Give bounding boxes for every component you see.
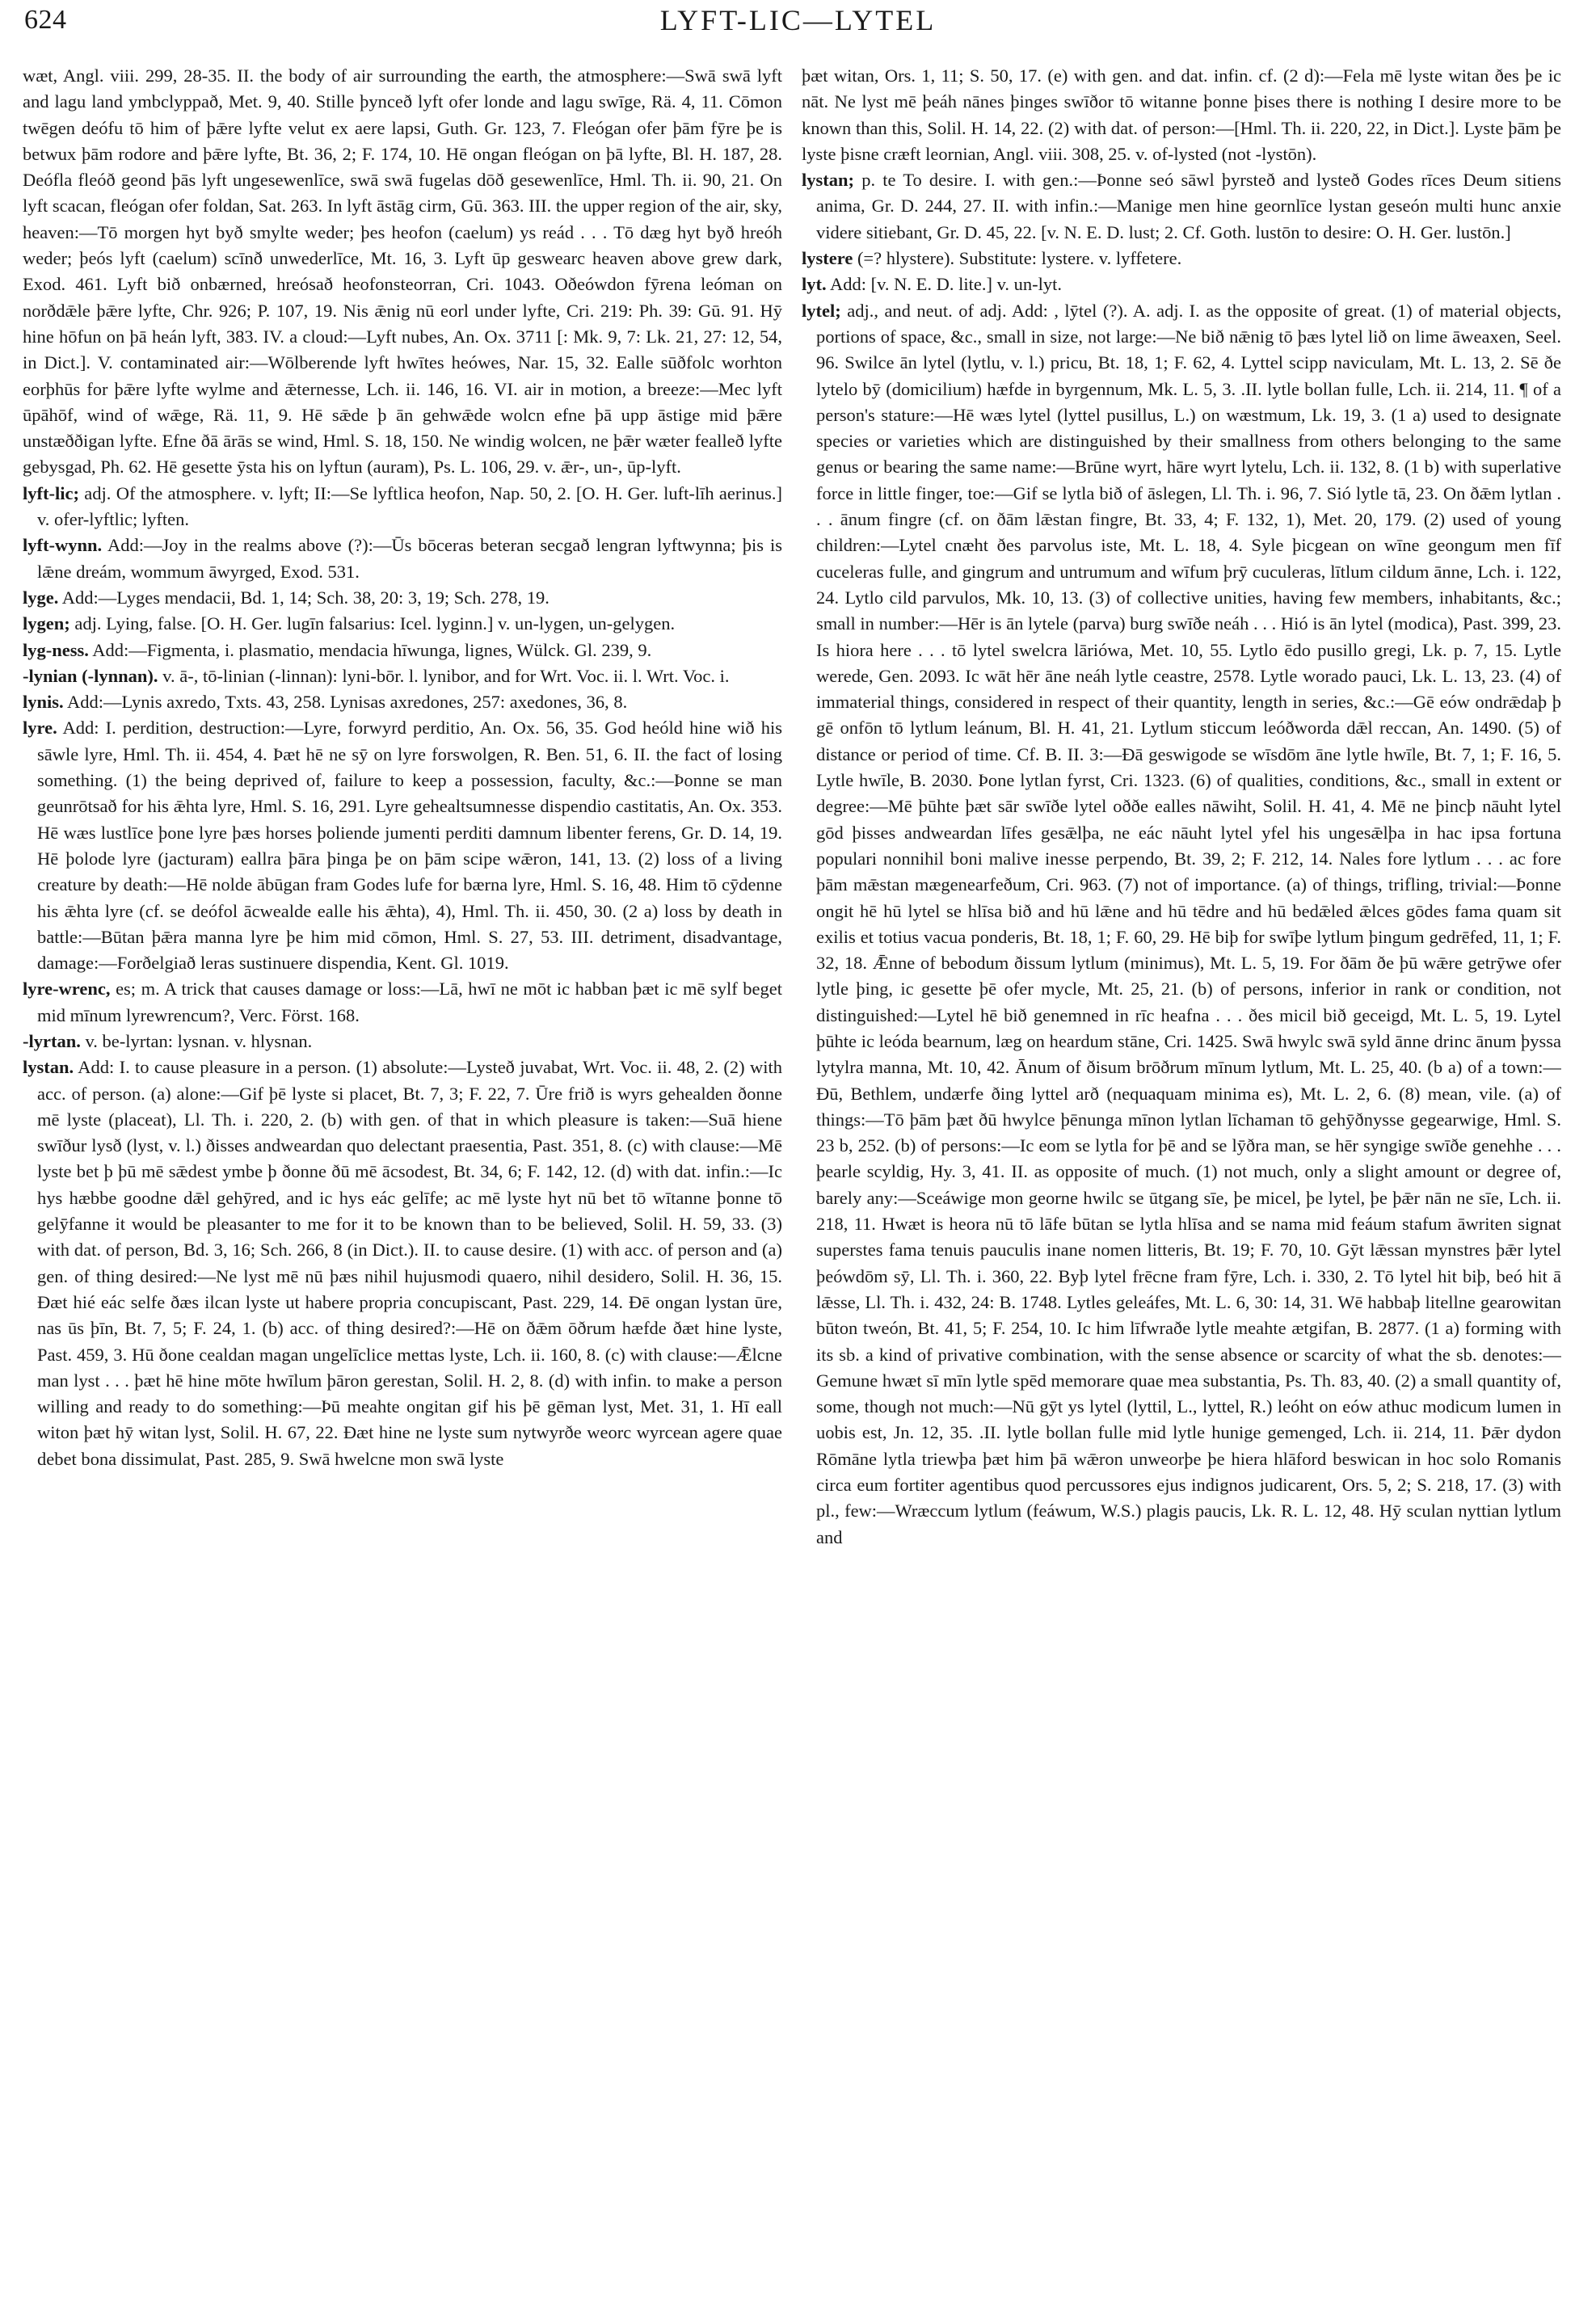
- entry-headword: -lynian (-lynnan).: [23, 665, 158, 686]
- dictionary-entry: [802, 298, 1561, 1551]
- entry-body: v. ā-, tō-linian (-linnan): lyni-bōr. l. lynibor, and for Wrt. Voc. ii. l. Wrt. Voc. i.: [162, 665, 730, 686]
- dictionary-entry: [23, 663, 782, 689]
- page-header: [16, 3, 1580, 40]
- dictionary-entry: [23, 715, 782, 976]
- dictionary-entry: [23, 1054, 782, 1472]
- dictionary-entry: [23, 532, 782, 585]
- entry-headword: -lyrtan.: [23, 1030, 81, 1051]
- entry-headword: lystan.: [23, 1057, 74, 1078]
- entry-headword: lyre-wrenc,: [23, 979, 111, 1000]
- page-number: 624: [24, 5, 67, 35]
- entry-body: Add: [v. N. E. D. lite.] v. un-lyt.: [830, 274, 1063, 295]
- entry-body: v. be-lyrtan: lysnan. v. hlysnan.: [85, 1030, 313, 1051]
- entry-body: (=? hlystere). Substitute: lystere. v. lyffetere.: [857, 248, 1182, 269]
- entry-body: Add:—Joy in the realms above (?):—Ūs bōceras beteran secgað lengran lyftwynna; þis is lǣne dreám, wommum āwyrged, Exod. 531.: [37, 535, 782, 582]
- running-title: LYFT-LIC—LYTEL: [659, 4, 937, 36]
- left-column: [23, 63, 782, 2301]
- entry-body: es; m. A trick that causes damage or loss:—Lā, hwī ne mōt ic habban þæt ic mē sylf beget mid mīnum lyrewrencum?, Verc. Först. 168.: [37, 979, 782, 1025]
- entry-headword: lytel;: [802, 300, 841, 321]
- entry-body: adj., and neut. of adj. Add: , lȳtel (?). A. adj. I. as the opposite of great. (1) of material objects, portions of space, &c., small in size, not large:—Ne bið nǣnig tō þæs lytel lið on lime āweaxen, Seel. 96. Swilce ān lytel (lytlu, v. l.) pricu, Bt. 18, 1; F. 62, 4. Lyttel scipp naviculam, Mt. L. 13, 2. Sē ðe lytelo bȳ (domicilium) hæfde in byrgennum, Mk. L. 5, 3. .II. lytle bollan fulle, Lch. ii. 214, 11. ¶ of a person's stature:—Hē wæs lytel (lyttel pusillus, L.) on wæstmum, Lk. 19, 3. (1 a) used to designate species or varieties which are distinguished by their smallness from others belonging to the same genus or bearing the same name:—Brūne wyrt, hāre wyrt lytelu, Lch. ii. 132, 8. (1 b) with superlative force in little finger, toe:—Gif se lytla bið of āslegen, Ll. Th. i. 96, 7. Sió lytle tā, 23. On ðǣm lytlan . . . ānum fingre (cf. on ðām lǣstan fingre, Bt. 33, 4; F. 132, 1), Met. 20, 179. (2) used of young children:—Lytel cnæht ðes parvolus iste, Mt. L. 18, 4. Syle þicgean on wīne geongum men fīf cuceleras fulle, and gingrum and untrumum and wīfum þrȳ cuculeras, lītlum cildum ānne, Lch. i. 122, 24. Lytlo cild parvulos, Mk. 10, 13. (3) of collective unities, having few members, inhabitants, &c.; small in number:—Hēr is ān lytele (parva) burg swīðe neáh . . . Hió is ān lytel (modica), Past. 399, 23. Is hiora here . . . tō lytel swelcra lāriówa, Met. 10, 55. Lytlo ēdo pusillo gregi, Lk. p. 7, 15. Lytle werede, Gen. 2093. Ic wāt hēr āne neáh lytle ceastre, 2578. Lytle worado pauci, Lk. L. 13, 23. (4) of immaterial things, considered in respect of their quantity, length in series, &c.:—Gē eów ondrǣdaþ þ gē onfōn tō lytlum leánum, Bl. H. 41, 21. Lytlum sticcum leóðworda dǣl reccan, An. 1490. (5) of distance or period of time. Cf. B. II. 3:—Ðā geswigode se wīsdōm āne lytle hwīle, Bt. 7, 1; F. 16, 5. Lytle hwīle, B. 2030. Þone lytlan fyrst, Cri. 1323. (6) of qualities, conditions, &c., small in extent or degree:—Mē þūhte þæt sār swīðe lytel oððe ealles nāwiht, Solil. H. 41, 4. Mē ne þincþ nāuht lytel gōd þisses andweardan līfes gesǣlþa, ne eác nāuht lytel yfel his ungesǣlþa in hac ipsa fortuna populari nonnihil boni malive inesse perpendo, Bt. 39, 2; F. 212, 14. Nales fore lytlum . . . ac fore þām mǣstan mægenearfeðum, Cri. 963. (7) not of importance. (a) of things, trifling, trivial:—Þonne ongit hē hū lytel se hlīsa bið and hū lǣne and hū tēdre and hū bedǣled ǣlces gōdes fama quam sit exilis et totius vacua ponderis, Bt. 18, 1; F. 60, 29. Hē biþ for swīþe lytlum þingum gedrēfed, 11, 1; F. 32, 18. Ǣnne of bebodum ðissum lytlum (minimus), Mt. L. 5, 19. For ðām ðe þū wǣre getrȳwe ofer lytle þing, ic gesette þē ofer mycle, Mt. 25, 21. (b) of persons, inferior in rank or condition, not distinguished:—Lytel hē bið genemned in rīc heafna . . . ðes micil bið geceigd, Mt. L. 5, 19. Lytel þūhte ic leóda bearnum, læg on heardum stāne, Cri. 1425. Swā hwylc swā syld ānne drinc ānum þyssa lytylra manna, Mt. 10, 42. Ānum of ðisum brōðrum mīnum lytlum, Mt. L. 25, 40. (b a) of a town:—Ðū, Bethlem, undærfe ðing lyttel arð (nequaquam minima es), Mt. L. 2, 6. (8) mean, vile. (a) of things:—Tō þām þæt ðū hwylce þēnunga mīnon lytlan līchaman tō gehȳðnysse gegearwige, Hml. S. 23 b, 252. (b) of persons:—Ic eom se lytla for þē and se lȳðra man, se hēr syngige swīðe genehhe . . . þearle scyldig, Hy. 3, 41. II. as opposite of much. (1) not much, only a slight amount or degree of, barely any:—Sceáwige mon georne hwilc se ūtgang sīe, þe micel, þe lytel, þe þǣr nān ne sīe, Lch. ii. 218, 11. Hwæt is heora nū tō lāfe būtan se lytla hlīsa and se nama mid feáum stafum āwriten signat superstes fama tenuis pauculis inane nomen litteris, Bt. 19; F. 70, 10. Gȳt lǣssan mynstres þǣr lytel þeówdōm sȳ, Ll. Th. i. 360, 22. Byþ lytel frēcne fram fȳre, Lch. i. 330, 2. Tō lytel hit biþ, beó hit ā lǣsse, Ll. Th. i. 432, 24: B. 1748. Lytles geleáfes, Mt. L. 6, 30: 14, 31. Wē habbaþ litellne gearowitan būton tweón, Bt. 41, 5; F. 254, 10. Ic him līfwraðe lytle meahte ætgifan, B. 2877. (1 a) forming with its sb. a kind of privative combination, with the sense absence or scarcity of what the sb. denotes:—Gemune hwæt sī mīn lytle spēd memorare quae mea substantia, Ps. Th. 83, 40. (2) a small quantity of, some, though not much:—Nū gȳt ys lytel (lyttil, L., lyttel, R.) leóht on eów athuc modicum lumen in uobis est, Jn. 12, 35. .II. lytle bollan fulle mid lytle hunige gemenged, Lch. ii. 214, 11. Þǣr dydon Rōmāne lytla triewþa þæt him þā wǣron unweorþe þe hiera hlāford beswican in hoc solo Romanis circa eum fortiter agentibus quod percussores ejus indignos judicarent, Ors. 5, 2; S. 218, 17. (3) with pl., few:—Wræccum lytlum (feáwum, W.S.) plagis paucis, Lk. R. L. 12, 48. Hȳ sculan nyttian lytlum and: [816, 300, 1561, 1547]
- entry-headword: lystan;: [802, 170, 855, 191]
- dictionary-entry: [23, 689, 782, 715]
- dictionary-entry: [23, 1029, 782, 1054]
- dictionary-entry: [23, 611, 782, 637]
- entry-headword: lyft-lic;: [23, 482, 79, 503]
- dictionary-entry: [23, 585, 782, 611]
- entry-headword: lyt.: [802, 274, 827, 295]
- entry-headword: lyg-ness.: [23, 639, 89, 660]
- entry-body: Add: I. to cause pleasure in a person. (1) absolute:—Lysteð juvabat, Wrt. Voc. ii. 48, 2. (2) with acc. of person. (a) alone:—Gif þē lyste si placet, Bt. 7, 3; F. 22, 7. Ūre frið is wyrs gehealden ðonne mē lyste (placeat), Ll. Th. i. 220, 2. (b) with gen. of that in which pleasure is taken:—Suā hiene swīður lysð (lyst, v. l.) ðisses andweardan quo delectant praesentia, Past. 351, 8. (c) with clause:—Mē lyste bet þ þū mē sǣdest ymbe þ ðonne ðū mē ācsodest, Bt. 34, 6; F. 142, 12. (d) with dat. infin.:—Ic hys hæbbe goodne dǣl gehȳred, and ic hys eác gelīfe; ac mē lyste hyt nū bet tō wītanne þonne tō gelȳfanne it would be pleasanter to me for it to be known than to be believed, Solil. H. 59, 33. (3) with dat. of person, Bd. 3, 16; Sch. 266, 8 (in Dict.). II. to cause desire. (1) with acc. of person and (a) gen. of thing desired:—Ne lyst mē nū þæs nihil hujusmodi quaero, nihil desidero, Solil. H. 36, 15. Ðæt hié eác selfe ðæs ilcan lyste ut habere propria concupiscant, Past. 229, 14. Ðē ongan lystan ūre, nas ūs þīn, Bt. 7, 5; F. 24, 1. (b) acc. of thing desired?:—Hē on ðǣm ōðrum hæfde ðæt hine lyste, Past. 459, 3. Hū ðone cealdan magan ungelīclice mettas lyste, Lch. ii. 160, 8. (c) with clause:—Ǣlcne man lyst . . . þæt hē hine mōte hwīlum þāron gerestan, Solil. H. 2, 8. (d) with infin. to make a person willing and ready to do something:—Þū meahte ongitan gif his þē gēman lyst, Met. 31, 1. Hī eall witon þæt hȳ witan lyst, Solil. H. 67, 22. Ðæt hine ne lyste sum nytwyrðe weorc wyrcean agere quae debet bona dissimulat, Past. 285, 9. Swā hwelcne mon swā lyste: [37, 1057, 782, 1469]
- dictionary-entry: [23, 976, 782, 1029]
- dictionary-entry: [802, 272, 1561, 297]
- entry-body: adj. Lying, false. [O. H. Ger. lugīn falsarius: Icel. lyginn.] v. un-lygen, un-gelygen.: [74, 613, 676, 634]
- entry-body: Add: I. perdition, destruction:—Lyre, forwyrd perditio, An. Ox. 56, 35. God heóld hine wið his sāwle lyre, Hml. Th. ii. 454, 4. Þæt hē ne sȳ on lyre forswolgen, R. Ben. 51, 6. II. the fact of losing something. (1) the being deprived of, failure to keep a possession, faculty, &c.:—Þonne se man geunrōtsað for his ǣhta lyre, Hml. S. 16, 291. Lyre gehealtsumnesse dispendio castitatis, An. Ox. 353. Hē wæs lustlīce þone lyre þæs horses þoliende jumenti perditi damnum libenter ferens, Gr. D. 14, 19. Hē þolode lyre (jacturam) eallra þāra þinga þe on þām scipe wǣron, 141, 13. (2) loss of a living creature by death:—Hē nolde ābūgan fram Godes lufe for bærna lyre, Hml. S. 16, 48. Him tō cȳdenne his ǣhta lyre (cf. se deófol ācwealde ealle his ǣhta), 4), Hml. Th. ii. 450, 30. (2 a) loss by death in battle:—Būtan þǣra manna lyre þe him mid cōmon, Hml. S. 27, 53. III. detriment, disadvantage, damage:—Forðelgiað leras sustinuere dispendia, Kent. Gl. 1019.: [37, 718, 782, 974]
- entry-body: p. te To desire. I. with gen.:—Þonne seó sāwl þyrsteð and lysteð Godes rīces Deum sitiens anima, Gr. D. 244, 27. II. with infin.:—Manige men hine geornlīce lystan geseón multi hunc anxie videre sitiebant, Gr. D. 45, 22. [v. N. E. D. lust; 2. Cf. Goth. lustōn to desire: O. H. Ger. lustōn.]: [816, 170, 1561, 242]
- dictionary-entry: [23, 638, 782, 663]
- dictionary-entry: [23, 481, 782, 533]
- dictionary-entry: [23, 63, 782, 481]
- entry-body: adj. Of the atmosphere. v. lyft; II:—Se lyftlica heofon, Nap. 50, 2. [O. H. Ger. luft-līh aerinus.] v. ofer-lyftlic; lyften.: [37, 482, 782, 530]
- entry-body: Add:—Figmenta, i. plasmatio, mendacia hīwunga, lignes, Wülck. Gl. 239, 9.: [92, 639, 652, 660]
- entry-headword: lyge.: [23, 587, 59, 608]
- entry-headword: lyft-wynn.: [23, 535, 103, 556]
- dictionary-entry: [802, 246, 1561, 272]
- entry-body: Add:—Lyges mendacii, Bd. 1, 14; Sch. 38, 20: 3, 19; Sch. 278, 19.: [61, 587, 550, 608]
- entry-body: Add:—Lynis axredo, Txts. 43, 258. Lynisas axredones, 257: axedones, 36, 8.: [67, 692, 628, 713]
- entry-headword: lynis.: [23, 692, 64, 713]
- dictionary-entry: [802, 167, 1561, 246]
- entry-headword: lyre.: [23, 718, 57, 739]
- entry-body: wæt, Angl. viii. 299, 28-35. II. the body of air surrounding the earth, the atmosphere:—Swā swā lyft and lagu land ymbclyppað, Met. 9, 40. Stille þynceð lyft ofer londe and lagu swīge, Rä. 4, 11. Cōmon twēgen deófu tō him of þǣre lyfte velut ex aere lapsi, Guth. Gr. 123, 7. Fleógan ofer þām fȳre þe is betwux þām rodore and þǣre lyfte, Bt. 36, 2; F. 174, 10. Hē ongan fleógan on þā lyfte, Bl. H. 187, 28. Deófla fleóð geond þās lyft ungesewenlīce, swā swā fugelas dōð gesewenlīce, Hml. Th. ii. 90, 21. On lyft scacan, fleógan ofer foldan, Sat. 263. In lyft āstāg cirm, Gū. 363. III. the upper region of the air, sky, heaven:—Tō morgen hyt byð smylte weder; þes heofon (caelum) ys reád . . . Tō dæg hyt byð hreóh weder; þeós lyft (caelum) scīnð unwederlīce, Mt. 16, 3. Lyft ūp geswearc heaven above grew dark, Exod. 461. Lyft bið onbærned, hreósað heofonsteorran, Cri. 1043. Oðeówdon fȳrena leóman on norðdǣle þǣre lyfte, Chr. 926; P. 107, 19. Nis ǣnig nū eorl under lyfte, Cri. 219: Ph. 39: Gū. 91. Hȳ hine hōfun on þā heán lyft, 383. IV. a cloud:—Lyft nubes, An. Ox. 3711 [: Mk. 9, 7: Lk. 21, 27: 12, 54, in Dict.]. V. contaminated air:—Wōlberende lyft hwītes heówes, Nar. 15, 32. Ealle sūðfolc worhton eorþhūs for þǣre lyfte wylme and ǣternesse, Lch. ii. 146, 16. VI. air in motion, a breeze:—Mec lyft ūpāhōf, wind of wǣge, Rä. 11, 9. Hē sǣde þ ān gehwǣde wolcn efne þā upp āstige mid þǣre unstæððigan lyfte. Efne ðā ārās se wind, Hml. S. 18, 150. Ne windig wolcen, ne þǣr wæter fealleð lyfte gebysgad, Ph. 62. Hē gesette ȳsta his on lyftun (auram), Ps. L. 106, 29. v. ǣr-, un-, ūp-lyft.: [23, 65, 782, 478]
- right-column: [802, 63, 1561, 2301]
- entry-body: þæt witan, Ors. 1, 11; S. 50, 17. (e) with gen. and dat. infin. cf. (2 d):—Fela mē lyste witan ðes þe ic nāt. Ne lyst mē þeáh nānes þinges swīðor tō witanne þonne þises there is nothing I desire more to be known than this, Solil. H. 14, 22. (2) with dat. of person:—[Hml. Th. ii. 220, 22, in Dict.]. Lyste þām þe lyste þisne cræft leornian, Angl. viii. 308, 25. v. of-lysted (not -lystōn).: [802, 65, 1561, 164]
- entry-headword: lygen;: [23, 613, 70, 634]
- dictionary-entry: [802, 63, 1561, 167]
- entry-headword: lystere: [802, 248, 853, 269]
